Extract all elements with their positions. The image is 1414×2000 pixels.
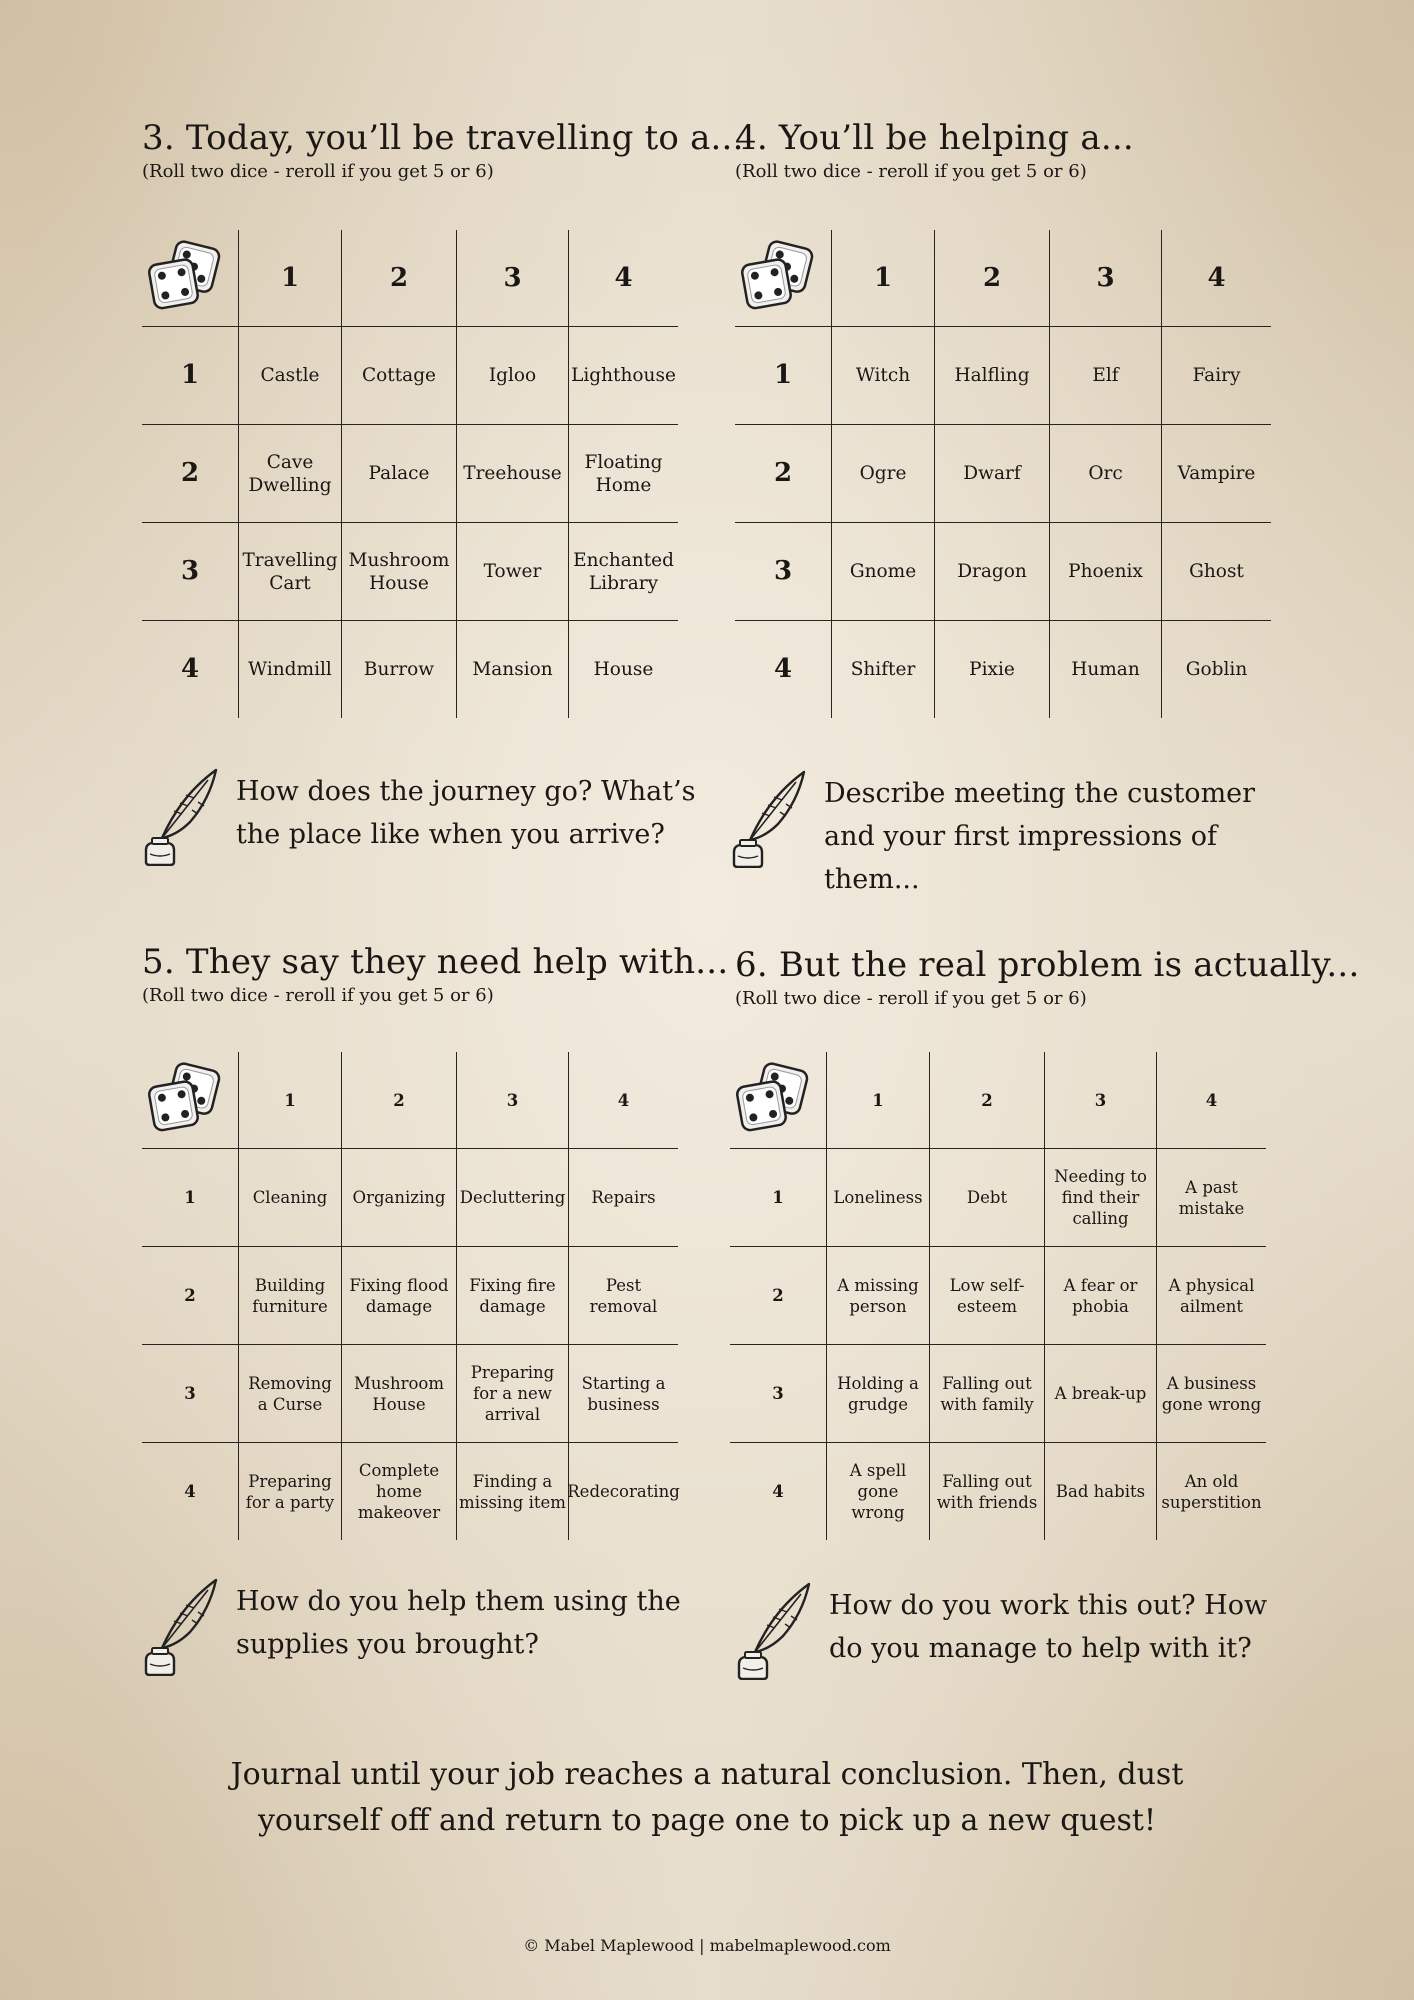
table-cell: Ogre: [831, 424, 934, 522]
section-heading: 3. Today, you’ll be travelling to a...: [142, 118, 744, 158]
quill-inkpot-icon: [142, 1576, 222, 1676]
table-cell: A physical ailment: [1156, 1246, 1266, 1344]
column-header: 1: [831, 230, 934, 326]
journal-prompt: [735, 1584, 1289, 1680]
section-customer: [735, 118, 1275, 184]
table-cell: Cottage: [341, 326, 456, 424]
table-cell: Travelling Cart: [238, 522, 341, 620]
table-cell: Loneliness: [826, 1148, 929, 1246]
table-cell: Dragon: [934, 522, 1049, 620]
table-cell: Preparing for a new arrival: [456, 1344, 568, 1442]
dice-corner: [142, 230, 238, 326]
column-header: 1: [826, 1052, 929, 1148]
table-cell: Mansion: [456, 620, 568, 718]
table-cell: Pixie: [934, 620, 1049, 718]
table-cell: Vampire: [1161, 424, 1271, 522]
table-cell: Organizing: [341, 1148, 456, 1246]
column-header: 1: [238, 1052, 341, 1148]
row-header: 4: [730, 1442, 826, 1540]
row-header: 3: [142, 522, 238, 620]
table-cell: Mushroom House: [341, 522, 456, 620]
quill-inkpot-icon: [730, 768, 810, 868]
table-cell: Halfling: [934, 326, 1049, 424]
table-cell: Dwarf: [934, 424, 1049, 522]
dice-icon: [144, 236, 236, 320]
prompt-text: Describe meeting the customer and your first impressions of them...: [824, 778, 1256, 895]
table-cell: Finding a missing item: [456, 1442, 568, 1540]
table-cell: House: [568, 620, 678, 718]
table-cell: Preparing for a party: [238, 1442, 341, 1540]
section-heading: 5. They say they need help with...: [142, 942, 729, 982]
table-cell: Igloo: [456, 326, 568, 424]
table-cell: Low self-esteem: [929, 1246, 1044, 1344]
column-header: 1: [238, 230, 341, 326]
table-cell: A business gone wrong: [1156, 1344, 1266, 1442]
table-cell: Fairy: [1161, 326, 1271, 424]
section-heading: 4. You’ll be helping a...: [735, 118, 1134, 158]
table-cell: A past mistake: [1156, 1148, 1266, 1246]
table-cell: Decluttering: [456, 1148, 568, 1246]
table-cell: Removing a Curse: [238, 1344, 341, 1442]
prompt-text: How do you help them using the supplies you brought?: [236, 1586, 681, 1660]
table-cell: Phoenix: [1049, 522, 1161, 620]
column-header: 4: [568, 230, 678, 326]
closing-line: Journal until your job reaches a natural conclusion. Then, dust: [230, 1757, 1184, 1792]
closing-line: yourself off and return to page one to pick up a new quest!: [257, 1803, 1157, 1838]
table-cell: Fixing flood damage: [341, 1246, 456, 1344]
table-cell: Fixing fire damage: [456, 1246, 568, 1344]
table-cell: Elf: [1049, 326, 1161, 424]
table-cell: Falling out with family: [929, 1344, 1044, 1442]
column-header: 4: [1161, 230, 1271, 326]
prompt-text: How does the journey go? What’s the place like when you arrive?: [236, 776, 696, 850]
section-stated-need: [142, 942, 729, 1008]
column-header: 3: [456, 230, 568, 326]
column-header: 3: [456, 1052, 568, 1148]
table-cell: Palace: [341, 424, 456, 522]
dice-icon: [732, 1058, 824, 1142]
section-real-problem: [735, 945, 1360, 1011]
row-header: 1: [142, 1148, 238, 1246]
journal-prompt: [730, 772, 1284, 901]
table-cell: Gnome: [831, 522, 934, 620]
table-cell: Pest removal: [568, 1246, 678, 1344]
table-cell: Witch: [831, 326, 934, 424]
table-cell: Castle: [238, 326, 341, 424]
table-cell: Needing to find their calling: [1044, 1148, 1156, 1246]
row-header: 1: [735, 326, 831, 424]
table-cell: A spell gone wrong: [826, 1442, 929, 1540]
table-cell: Complete home makeover: [341, 1442, 456, 1540]
dice-corner: [735, 230, 831, 326]
row-header: 3: [142, 1344, 238, 1442]
table-cell: A break-up: [1044, 1344, 1156, 1442]
table-cell: Debt: [929, 1148, 1044, 1246]
table-cell: Holding a grudge: [826, 1344, 929, 1442]
destination-table: [142, 230, 678, 718]
table-cell: Mushroom House: [341, 1344, 456, 1442]
column-header: 3: [1049, 230, 1161, 326]
table-cell: Cleaning: [238, 1148, 341, 1246]
table-cell: Treehouse: [456, 424, 568, 522]
row-header: 1: [730, 1148, 826, 1246]
column-header: 4: [1156, 1052, 1266, 1148]
row-header: 1: [142, 326, 238, 424]
table-cell: Goblin: [1161, 620, 1271, 718]
table-cell: Bad habits: [1044, 1442, 1156, 1540]
section-subheading: (Roll two dice - reroll if you get 5 or 6): [142, 161, 494, 182]
section-subheading: (Roll two dice - reroll if you get 5 or 6): [142, 985, 494, 1006]
dice-corner: [142, 1052, 238, 1148]
table-cell: Lighthouse: [568, 326, 678, 424]
section-heading: 6. But the real problem is actually...: [735, 945, 1360, 985]
journal-prompt: [142, 770, 696, 866]
column-header: 2: [341, 1052, 456, 1148]
table-cell: Enchanted Library: [568, 522, 678, 620]
row-header: 2: [142, 424, 238, 522]
dice-icon: [737, 236, 829, 320]
column-header: 2: [341, 230, 456, 326]
column-header: 2: [929, 1052, 1044, 1148]
table-cell: Falling out with friends: [929, 1442, 1044, 1540]
row-header: 4: [142, 620, 238, 718]
quill-inkpot-icon: [735, 1580, 815, 1680]
row-header: 3: [730, 1344, 826, 1442]
journal-prompt: [142, 1580, 696, 1676]
dice-corner: [730, 1052, 826, 1148]
table-cell: Shifter: [831, 620, 934, 718]
customer-table: [735, 230, 1271, 718]
dice-icon: [144, 1058, 236, 1142]
table-cell: Windmill: [238, 620, 341, 718]
row-header: 2: [730, 1246, 826, 1344]
table-cell: An old superstition: [1156, 1442, 1266, 1540]
row-header: 3: [735, 522, 831, 620]
table-cell: Repairs: [568, 1148, 678, 1246]
table-cell: Ghost: [1161, 522, 1271, 620]
stated-need-table: [142, 1052, 678, 1540]
row-header: 4: [142, 1442, 238, 1540]
section-subheading: (Roll two dice - reroll if you get 5 or 6): [735, 988, 1087, 1009]
row-header: 4: [735, 620, 831, 718]
table-cell: Human: [1049, 620, 1161, 718]
table-cell: A missing person: [826, 1246, 929, 1344]
copyright-footer: © Mabel Maplewood | mabelmaplewood.com: [523, 1936, 891, 1955]
table-cell: Redecorating: [568, 1442, 678, 1540]
table-cell: Starting a business: [568, 1344, 678, 1442]
row-header: 2: [735, 424, 831, 522]
section-subheading: (Roll two dice - reroll if you get 5 or 6): [735, 161, 1087, 182]
table-cell: Building furniture: [238, 1246, 341, 1344]
closing-instructions: [0, 1752, 1414, 1844]
column-header: 2: [934, 230, 1049, 326]
real-problem-table: [730, 1052, 1266, 1540]
prompt-text: How do you work this out? How do you manage to help with it?: [829, 1590, 1268, 1664]
column-header: 3: [1044, 1052, 1156, 1148]
table-cell: A fear or phobia: [1044, 1246, 1156, 1344]
table-cell: Orc: [1049, 424, 1161, 522]
table-cell: Cave Dwelling: [238, 424, 341, 522]
table-cell: Burrow: [341, 620, 456, 718]
table-cell: Floating Home: [568, 424, 678, 522]
column-header: 4: [568, 1052, 678, 1148]
row-header: 2: [142, 1246, 238, 1344]
table-cell: Tower: [456, 522, 568, 620]
section-destination: [142, 118, 744, 184]
quill-inkpot-icon: [142, 766, 222, 866]
